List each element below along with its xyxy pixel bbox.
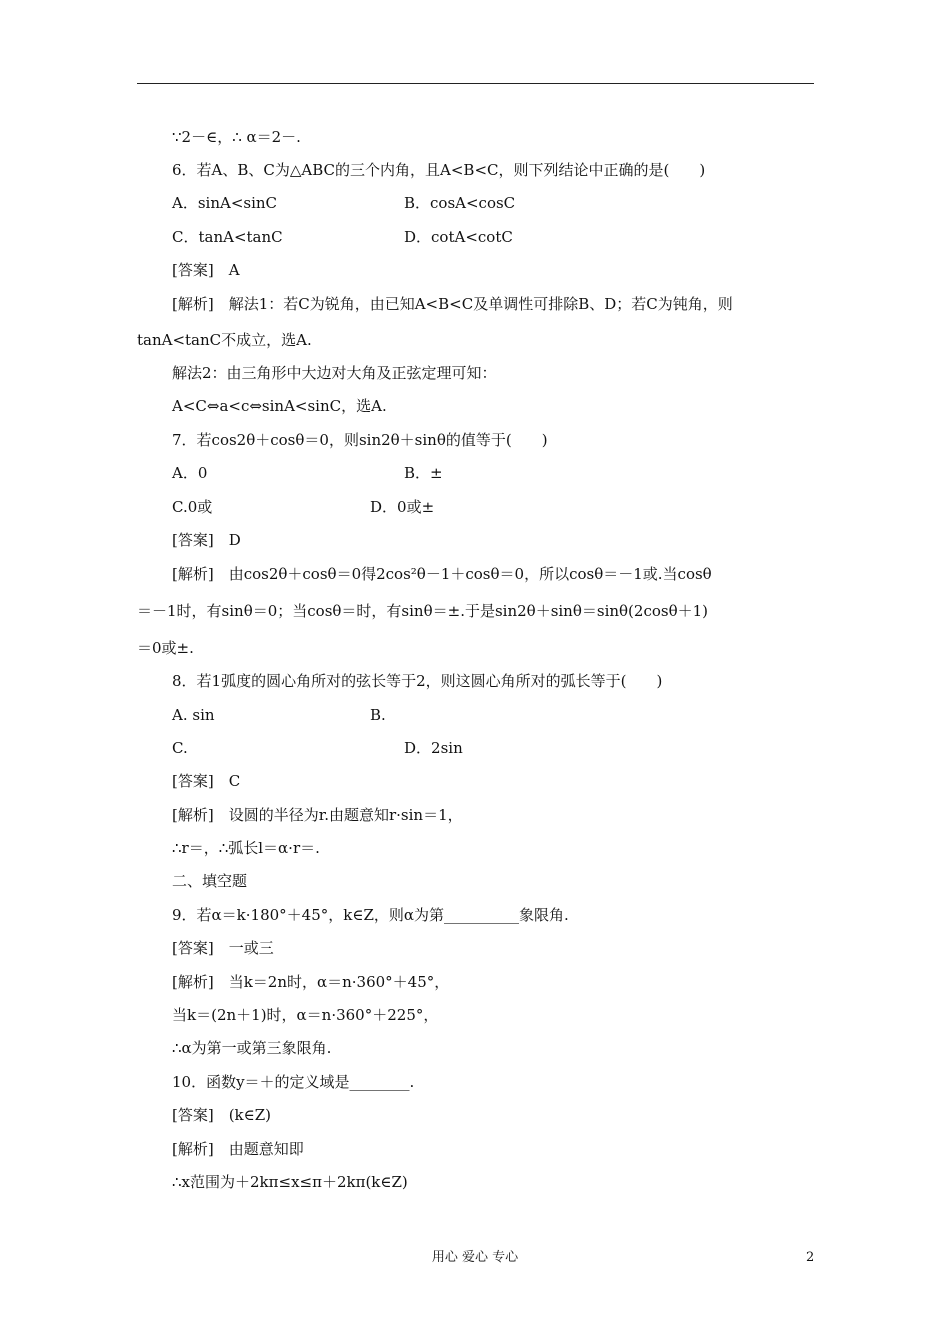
q8-explanation-result: ∴r＝，∴弧长l＝α·r＝.: [172, 839, 320, 857]
q6-method-2-result: A<C⇔a<c⇔sinA<sinC，选A.: [172, 397, 387, 415]
question-8: 8．若1弧度的圆心角所对的弦长等于2，则这圆心角所对的弧长等于( ): [172, 672, 663, 690]
q7-option-b: B．±: [404, 464, 443, 482]
q7-option-a: A．0: [172, 464, 208, 482]
q7-explanation-end: ＝0或±.: [137, 639, 194, 657]
question-6: 6．若A、B、C为△ABC的三个内角，且A<B<C，则下列结论中正确的是( ): [172, 161, 706, 179]
q8-answer: [答案] C: [172, 772, 241, 790]
q9-conclusion: ∴α为第一或第三象限角.: [172, 1039, 332, 1057]
q10-explanation: [解析] 由题意知即: [172, 1140, 304, 1158]
q9-explanation-cont: 当k＝(2n＋1)时，α＝n·360°＋225°，: [172, 1006, 439, 1024]
q6-explanation-cont: tanA<tanC不成立，选A.: [137, 331, 312, 349]
q8-option-d: D．2sin: [404, 739, 463, 757]
q6-option-c: C．tanA<tanC: [172, 228, 283, 246]
page-number: 2: [806, 1250, 815, 1265]
text-line: ∵2－∈，∴ α＝2－.: [172, 128, 301, 146]
q6-option-a: A．sinA<sinC: [172, 194, 278, 212]
q6-answer: [答案] A: [172, 261, 240, 279]
section-heading: 二、填空题: [172, 872, 248, 890]
q7-explanation-cont: ＝－1时，有sinθ＝0；当cosθ＝时，有sinθ＝±.于是sin2θ＋sinθ＝sinθ(2cosθ＋1): [137, 602, 709, 620]
q6-explanation: [解析] 解法1：若C为锐角，由已知A<B<C及单调性可排除B、D；若C为钝角，则: [172, 295, 733, 313]
q6-option-b: B．cosA<cosC: [404, 194, 516, 212]
q7-explanation: [解析] 由cos2θ＋cosθ＝0得2cos²θ－1＋cosθ＝0，所以cosθ＝－1或.当cosθ: [172, 565, 712, 583]
page-footer: 用心 爱心 专心: [431, 1250, 519, 1265]
q7-option-c: C.0或: [172, 498, 213, 516]
q6-option-d: D．cotA<cotC: [404, 228, 513, 246]
q8-explanation: [解析] 设圆的半径为r.由题意知r·sin＝1，: [172, 806, 463, 824]
q10-conclusion: ∴x范围为＋2kπ≤x≤π＋2kπ(k∈Z): [172, 1173, 408, 1191]
q8-option-b: B.: [370, 706, 386, 724]
header-rule: [137, 83, 814, 84]
q8-option-a: A. sin: [172, 706, 215, 724]
q10-answer: [答案] (k∈Z): [172, 1106, 272, 1124]
question-7: 7．若cos2θ＋cosθ＝0，则sin2θ＋sinθ的值等于( ): [172, 431, 548, 449]
q9-explanation: [解析] 当k＝2n时，α＝n·360°＋45°，: [172, 973, 450, 991]
question-10: 10．函数y＝＋的定义域是________.: [172, 1073, 415, 1091]
q7-option-d: D．0或±: [370, 498, 435, 516]
q6-method-2: 解法2：由三角形中大边对大角及正弦定理可知：: [172, 364, 497, 382]
q9-answer: [答案] 一或三: [172, 939, 274, 957]
q8-option-c: C.: [172, 739, 188, 757]
question-9: 9．若α＝k·180°＋45°，k∈Z，则α为第__________象限角.: [172, 906, 569, 924]
q7-answer: [答案] D: [172, 531, 241, 549]
